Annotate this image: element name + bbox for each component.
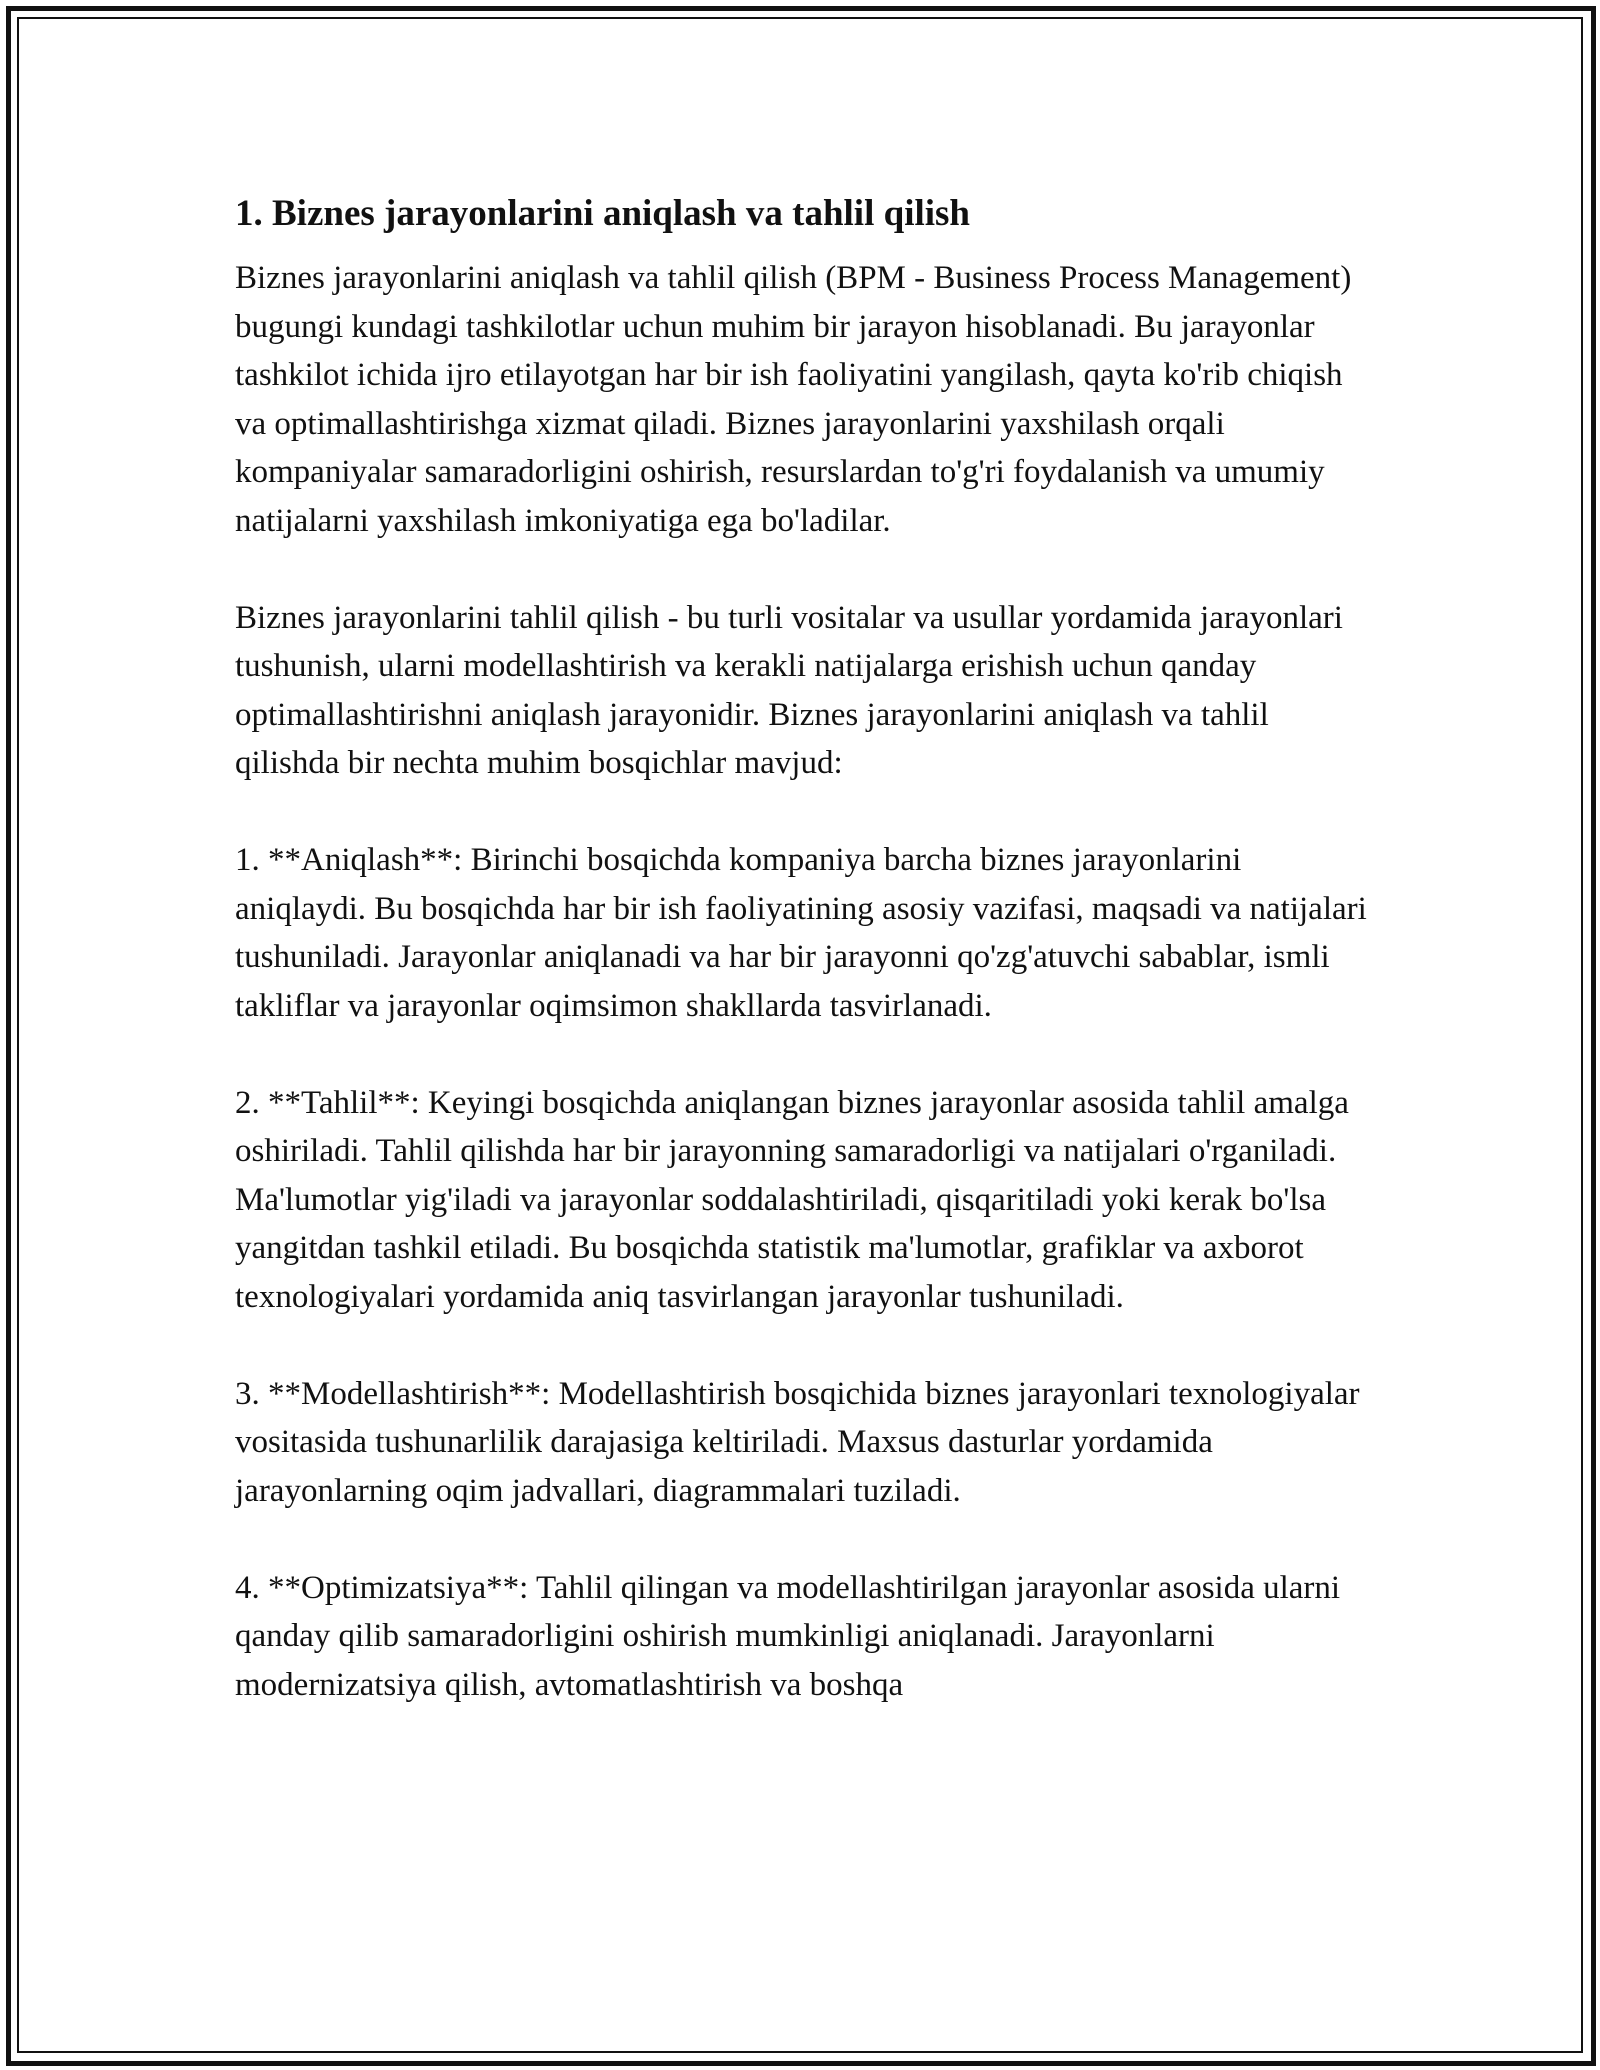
paragraph-step-modeling: 3. **Modellashtirish**: Modellashtirish bosqichida biznes jarayonlari texnologiyalar vositasida tushunarlilik darajasiga keltiriladi. Maxsus dasturlar yordamida jarayonlarning oqim jadvallari, diagrammalari tuziladi. bbox=[235, 1375, 1360, 1509]
paragraph-step-identification: 1. **Aniqlash**: Birinchi bosqichda kompaniya barcha biznes jarayonlarini aniqlaydi. Bu bosqichda har bir ish faoliyatining asosiy vazifasi, maqsadi va natijalari tushuniladi. Jarayonlar aniqlanadi va har bir jarayonni qo'zg'atuvchi sabablar, ismli takliflar va jarayonlar oqimsimon shakllarda tasvirlanadi. bbox=[235, 842, 1367, 1024]
paragraph-step-analysis: 2. **Tahlil**: Keyingi bosqichda aniqlangan biznes jarayonlar asosida tahlil amalga oshiriladi. Tahlil qilishda har bir jarayonning samaradorligi va natijalari o'rganiladi. Ma'lumotlar yig'iladi va jarayonlar soddalashtiriladi, qisqaritiladi yoki kerak bo'lsa yangitdan tashkil etiladi. Bu bosqichda statistik ma'lumotlar, grafiklar va axborot texnologiyalari yordamida aniq tasvirlangan jarayonlar tushuniladi. bbox=[235, 1084, 1349, 1315]
paragraph-step-optimization: 4. **Optimizatsiya**: Tahlil qilingan va modellashtirilgan jarayonlar asosida ularni qanday qilib samaradorligini oshirish mumkinligi aniqlanadi. Jarayonlarni modernizatsiya qilish, avtomatlashtirish va boshqa bbox=[235, 1569, 1341, 1703]
document-body bbox=[235, 186, 1375, 1709]
paragraph-intro: Biznes jarayonlarini aniqlash va tahlil qilish (BPM - Business Process Management) bugungi kundagi tashkilotlar uchun muhim bir jarayon hisoblanadi. Bu jarayonlar tashkilot ichida ijro etilayotgan har bir ish faoliyatini yangilash, qayta ko'rib chiqish va optimallashtirishga xizmat qiladi. Biznes jarayonlarini yaxshilash orqali kompaniyalar samaradorligini oshirish, resurslardan to'g'ri foydalanish va umumiy natijalarni yaxshilash imkoniyatiga ega bo'ladilar. bbox=[235, 260, 1352, 539]
paragraph-analysis-overview: Biznes jarayonlarini tahlil qilish - bu turli vositalar va usullar yordamida jarayonlari tushunish, ularni modellashtirish va kerakli natijalarga erishish uchun qanday optimallashtirishni aniqlash jarayonidir. Biznes jarayonlarini aniqlash va tahlil qilishda bir nechta muhim bosqichlar mavjud: bbox=[235, 599, 1343, 781]
section-heading: 1. Biznes jarayonlarini aniqlash va tahlil qilish bbox=[235, 193, 971, 234]
